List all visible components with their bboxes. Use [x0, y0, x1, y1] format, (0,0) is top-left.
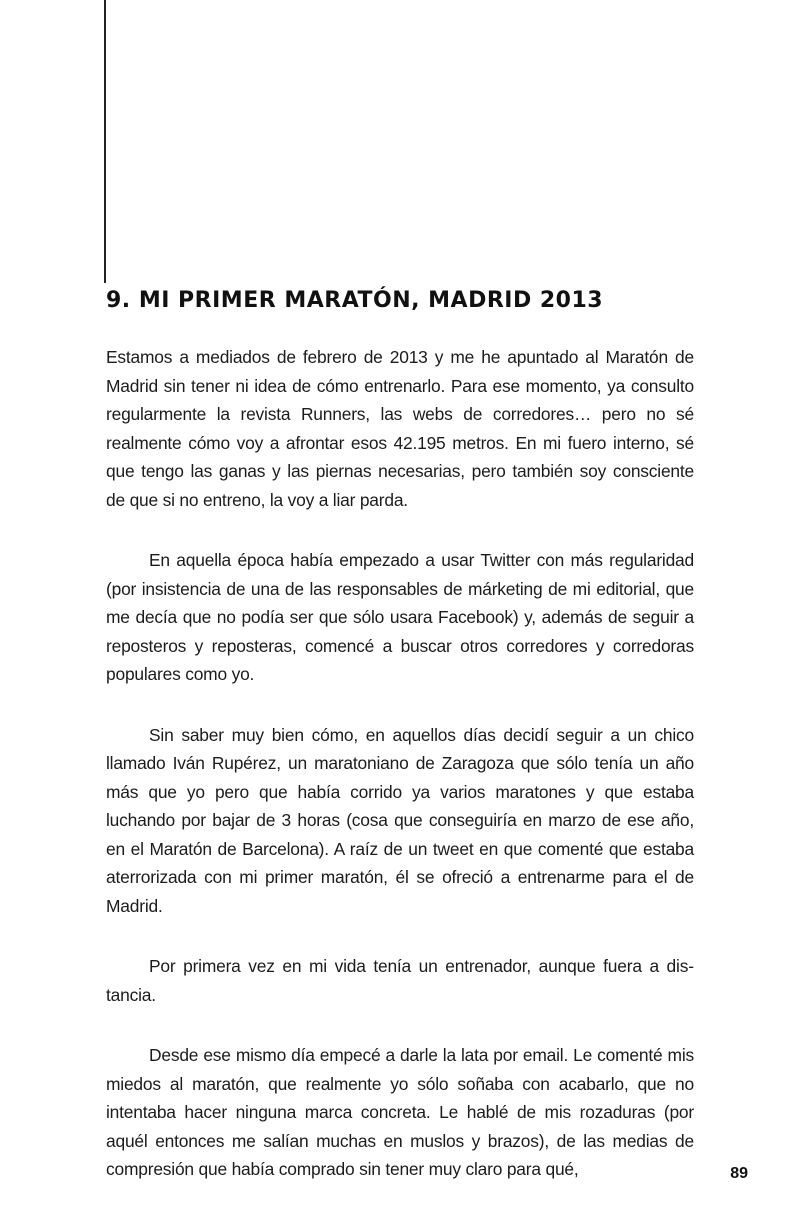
- paragraph: Desde ese mismo día empecé a darle la lata por email. Le comenté mis miedos al maratón, que realmente yo sólo soñaba con acabarlo, que no intentaba hacer ninguna marca concreta. Le hablé de mis rozaduras (por aquél entonces me salían muchas en muslos y brazos), de las medias de compresión que había comprado sin tener muy claro para qué,: [106, 1045, 694, 1179]
- paragraph: Estamos a mediados de febrero de 2013 y me he apuntado al Maratón de Madrid sin tener ni idea de cómo entrenarlo. Para ese momento, ya consulto regularmente la revista Runners, las webs de corredores… pero no sé realmente cómo voy a afrontar esos 42.195 metros. En mi fuero interno, sé que tengo las ganas y las piernas necesarias, pero también soy consciente de que si no entreno, la voy a liar parda.: [106, 347, 694, 510]
- chapter-title: 9. MI PRIMER MARATÓN, MADRID 2013: [106, 288, 604, 313]
- paragraph: Sin saber muy bien cómo, en aquellos días decidí seguir a un chico llamado Iván Rupérez, un maratoniano de Zaragoza que sólo tenía un año más que yo pero que había corrido ya varios maratones y que estaba luchando por bajar de 3 horas (cosa que conseguiría en marzo de ese año, en el Maratón de Barcelona). A raíz de un tweet en que comenté que estaba aterrorizada con mi primer maratón, él se ofreció a entrenarme para el de Madrid.: [106, 724, 694, 916]
- body-text: [106, 343, 694, 1216]
- vertical-rule: [104, 0, 106, 283]
- paragraph: Por primera vez en mi vida tenía un entrenador, aunque fuera a distancia.: [106, 956, 694, 1005]
- page-number: 89: [730, 1165, 748, 1182]
- paragraph: En aquella época había empezado a usar Twitter con más regularidad (por insistencia de una de las responsables de márketing de mi editorial, que me decía que no podía ser que sólo usara Facebook) y, además de seguir a reposteros y reposteras, comencé a buscar otros corredores y corredoras populares como yo.: [106, 550, 694, 684]
